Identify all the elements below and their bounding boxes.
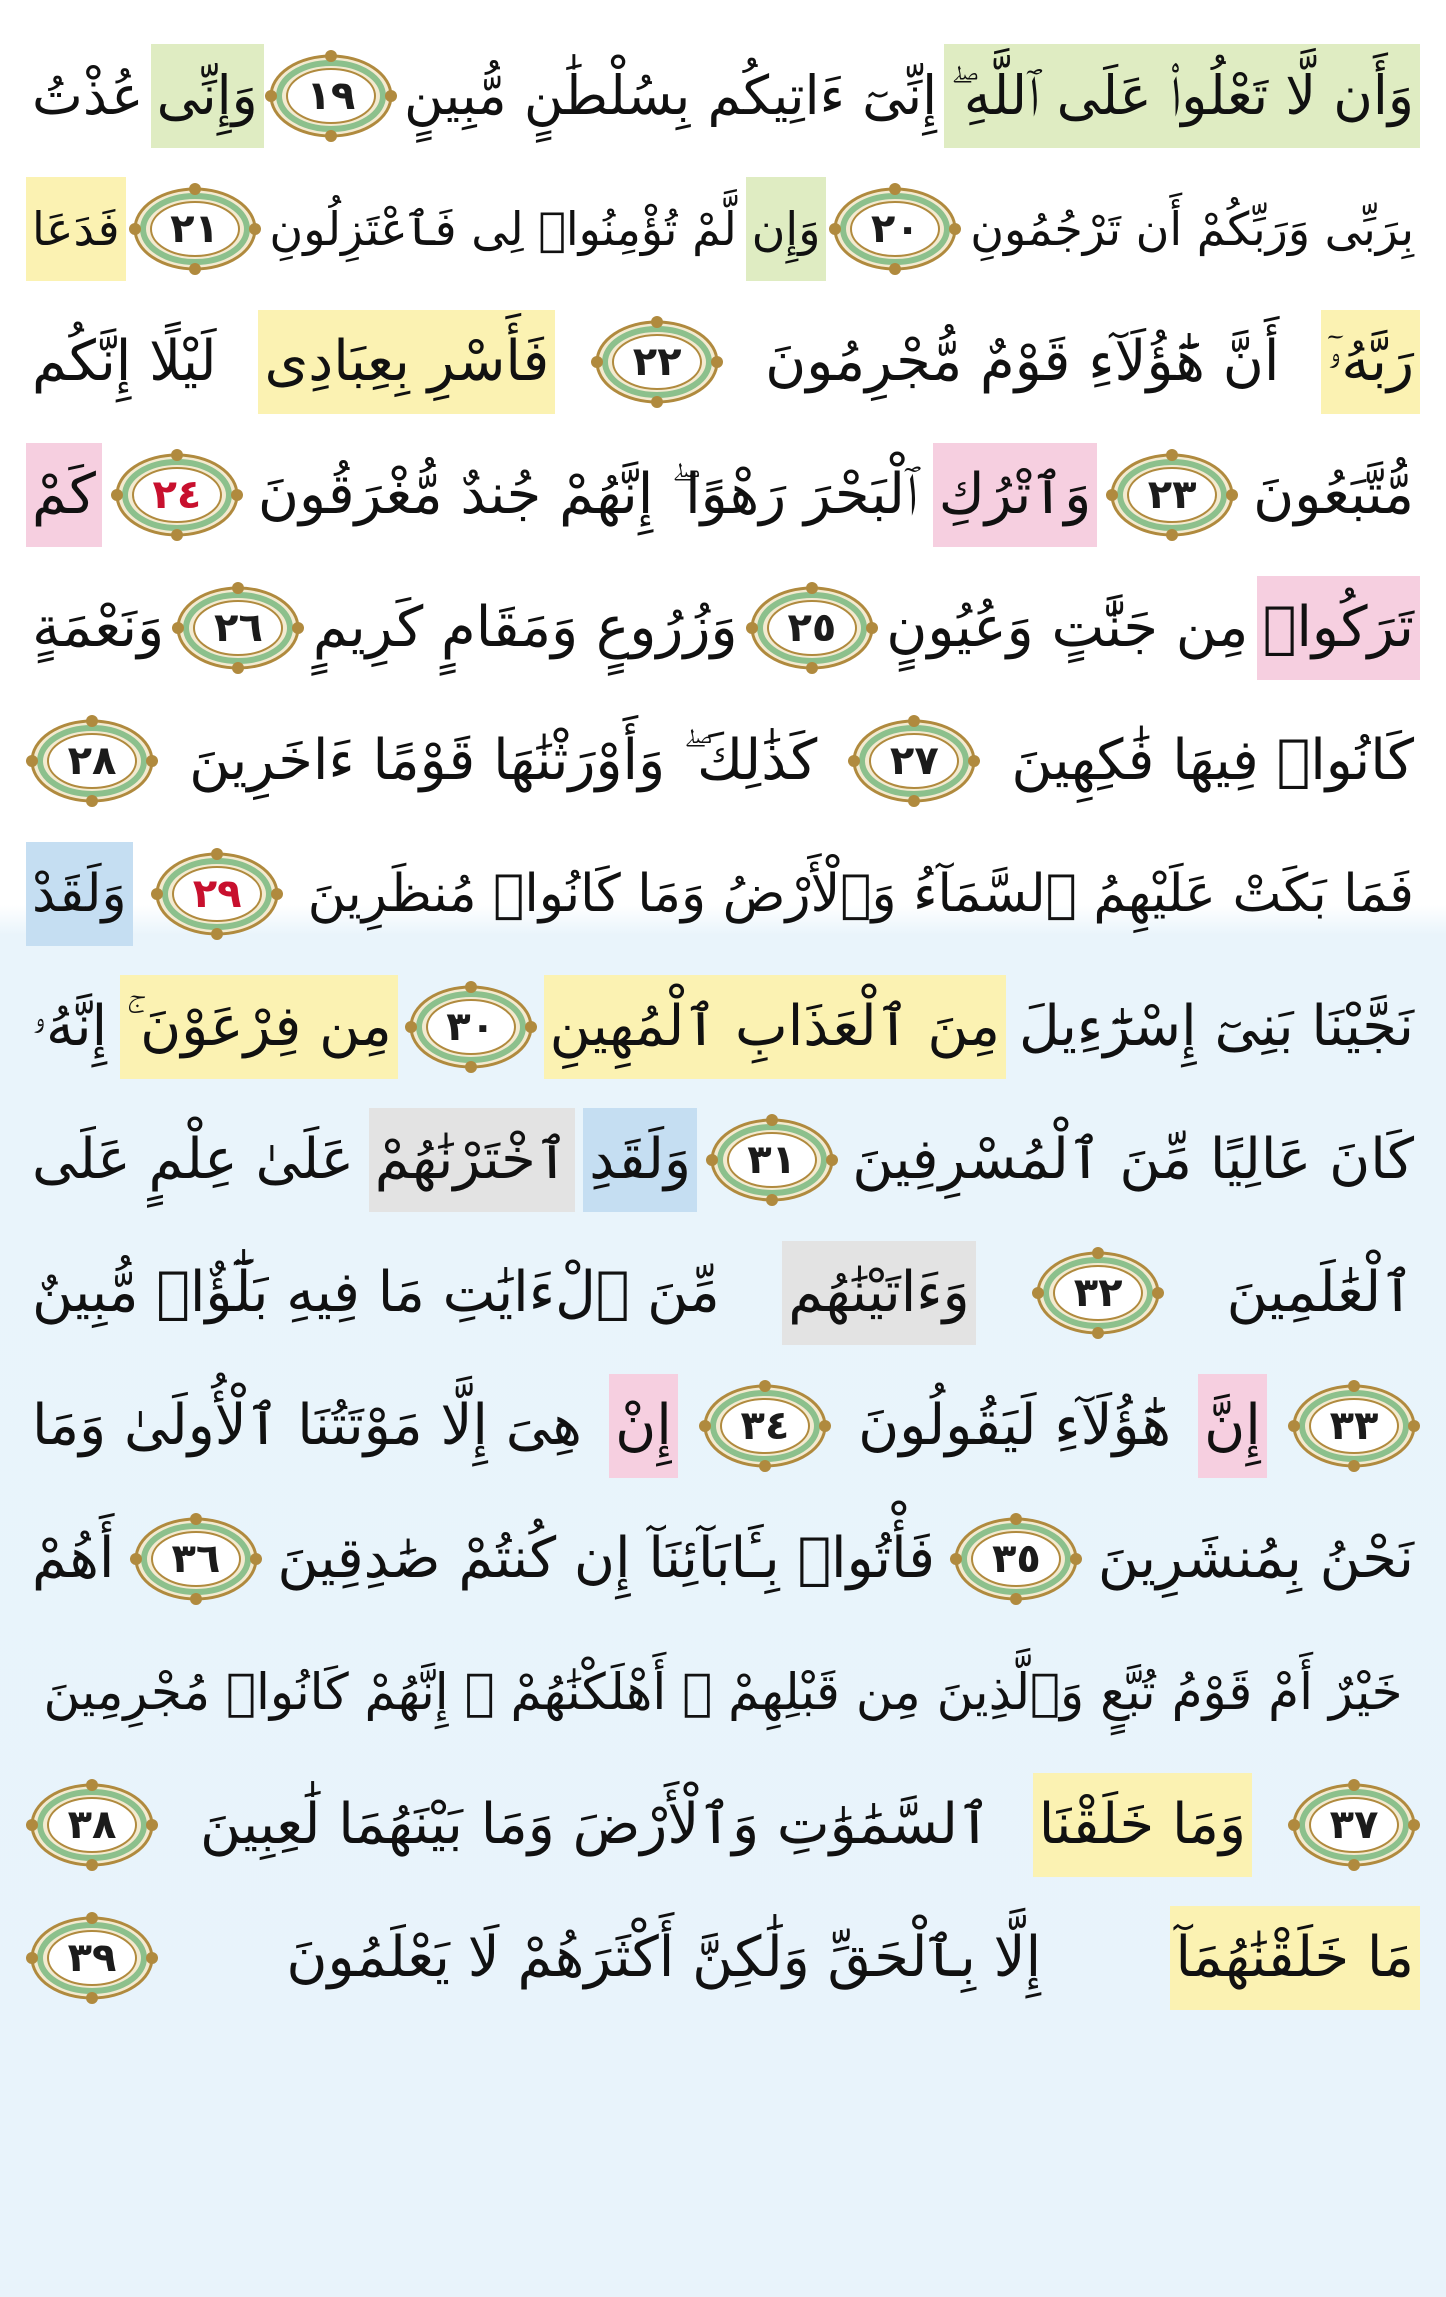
verse-line (26, 1493, 1420, 1625)
verse-text: عُذْتُ (32, 64, 144, 127)
verse-text: أَنَّ هَٰٓؤُلَآءِ قَوْمٌ مُّجْرِمُونَ (765, 329, 1280, 394)
highlighted-word[interactable]: وَإِنِّى (151, 44, 264, 148)
highlighted-word[interactable]: وَءَاتَيْنَٰهُم (782, 1241, 975, 1345)
verse-text: أَهُمْ (32, 1526, 115, 1591)
highlighted-word[interactable]: وَمَا خَلَقْنَا (1033, 1773, 1252, 1877)
ayah-number-marker (950, 1511, 1082, 1607)
verse-text: خَيْرٌ أَمْ قَوْمُ تُبَّعٍ وَٱلَّذِينَ مِن قَبْلِهِمْ ۚ أَهْلَكْنَٰهُمْ ۖ إِنَّهُمْ كَانُوا۟ مُجْرِمِينَ (43, 1663, 1403, 1721)
highlighted-word[interactable]: وَإِن (746, 177, 827, 281)
verse-text: هِىَ إِلَّا مَوْتَتُنَا ٱلْأُولَىٰ وَمَا (32, 1393, 582, 1458)
verse-line (26, 695, 1420, 827)
verse-line (26, 1094, 1420, 1226)
ayah-number: ٣٩ (67, 1935, 117, 1981)
ayah-number: ٣٢ (1073, 1270, 1123, 1316)
verse-text: كَانُوا۟ فِيهَا فَٰكِهِينَ (1011, 728, 1414, 793)
ayah-number-marker (1288, 1378, 1420, 1474)
ayah-number-marker (1288, 1777, 1420, 1873)
highlighted-word[interactable]: إِنْ (609, 1374, 678, 1478)
highlighted-word[interactable]: كَمْ (26, 443, 102, 547)
verse-text: وَنَعْمَةٍ (32, 595, 165, 660)
highlighted-word[interactable]: مِن فِرْعَوْنَ ۚ (120, 975, 398, 1079)
verse-line (26, 1759, 1420, 1891)
ayah-number: ٣٠ (446, 1004, 496, 1050)
highlighted-word[interactable]: مَا خَلَقْنَٰهُمَآ (1170, 1906, 1421, 2010)
ayah-number-marker (26, 1910, 158, 2006)
ayah-number-marker (1032, 1245, 1164, 1341)
verse-text: مِن جَنَّٰتٍ وَعُيُونٍ (886, 595, 1249, 660)
ayah-number: ٢٧ (889, 738, 939, 784)
verse-line (26, 163, 1420, 295)
ayah-number: ٢٥ (787, 605, 837, 651)
verse-text: فَمَا بَكَتْ عَلَيْهِمُ ٱلسَّمَآءُ وَٱلْأَرْضُ وَمَا كَانُوا۟ مُنظَرِينَ (307, 864, 1414, 924)
verse-text: كَانَ عَالِيًا مِّنَ ٱلْمُسْرِفِينَ (852, 1127, 1414, 1192)
highlighted-word[interactable]: وَأَن لَّا تَعْلُوا۟ عَلَى ٱللَّهِ ۖ (944, 44, 1420, 148)
verse-text: إِنَّهُۥ (32, 994, 108, 1059)
verse-text: لَيْلًا إِنَّكُم (32, 329, 217, 394)
ayah-number: ٣٥ (992, 1536, 1041, 1582)
ayah-number-marker (172, 580, 304, 676)
highlighted-word[interactable]: وَلَقَدِ (583, 1108, 697, 1212)
verse-line (26, 828, 1420, 960)
ayah-number: ٣٦ (171, 1536, 221, 1582)
verse-text: عَلَىٰ عِلْمٍ عَلَى (32, 1127, 355, 1192)
ayah-number: ٢٤ (152, 472, 202, 518)
highlighted-word[interactable]: وَلَقَدْ (26, 842, 133, 946)
verse-line (26, 30, 1420, 162)
highlighted-word[interactable]: تَرَكُوا۟ (1257, 576, 1420, 680)
ayah-number: ٣١ (747, 1137, 797, 1183)
verse-text: إِنِّىٓ ءَاتِيكُم بِسُلْطَٰنٍ مُّبِينٍ (404, 64, 938, 127)
ayah-number-marker (129, 181, 261, 277)
verse-text: مِّنَ ٱلْءَايَٰتِ مَا فِيهِ بَلَٰٓؤٌا۟ مُّبِينٌ (32, 1260, 720, 1325)
highlighted-word[interactable]: ٱخْتَرْنَٰهُمْ (369, 1108, 575, 1212)
ayah-number: ٢٣ (1147, 472, 1197, 518)
verse-text: وَزُرُوعٍ وَمَقَامٍ كَرِيمٍ (312, 595, 738, 660)
verse-text: بِرَبِّى وَرَبِّكُمْ أَن تَرْجُمُونِ (970, 202, 1414, 256)
ayah-number-marker (111, 447, 243, 543)
verse-text: ٱلْعَٰلَمِينَ (1226, 1260, 1414, 1325)
verse-line (26, 961, 1420, 1093)
ayah-number-marker (265, 48, 397, 144)
ayah-number-marker (130, 1511, 262, 1607)
verse-text: فَأْتُوا۟ بِـَٔابَآئِنَآ إِن كُنتُمْ صَٰدِقِينَ (277, 1526, 935, 1591)
ayah-number-marker (405, 979, 537, 1075)
ayah-number-marker (746, 580, 878, 676)
ayah-number-marker (26, 713, 158, 809)
ayah-number: ٣٨ (67, 1802, 117, 1848)
ayah-number: ٢١ (170, 206, 219, 252)
highlighted-word[interactable]: فَدَعَا (26, 177, 126, 281)
ayah-number-marker (829, 181, 961, 277)
ayah-number: ٢٨ (67, 738, 117, 784)
verse-line (26, 1360, 1420, 1492)
ayah-number: ٣٤ (740, 1403, 790, 1449)
ayah-number: ٣٣ (1329, 1403, 1379, 1449)
verse-line (26, 1227, 1420, 1359)
ayah-number: ٢٢ (632, 339, 682, 385)
ayah-number-marker (151, 846, 283, 942)
highlighted-word[interactable]: فَأَسْرِ بِعِبَادِى (258, 310, 555, 414)
verse-line (26, 1626, 1420, 1758)
ayah-number: ٢٠ (870, 206, 920, 252)
highlighted-word[interactable]: إِنَّ (1198, 1374, 1267, 1478)
ayah-number-marker (1106, 447, 1238, 543)
verse-text: نَجَّيْنَا بَنِىٓ إِسْرَٰٓءِيلَ (1018, 994, 1414, 1059)
ayah-number-marker (591, 314, 723, 410)
ayah-number: ٢٦ (214, 605, 263, 651)
verse-line (26, 429, 1420, 561)
verse-text: ٱلسَّمَٰوَٰتِ وَٱلْأَرْضَ وَمَا بَيْنَهُمَا لَٰعِبِينَ (199, 1792, 991, 1857)
highlighted-word[interactable]: وَٱتْرُكِ (933, 443, 1098, 547)
ayah-number: ٣٧ (1329, 1802, 1379, 1848)
ayah-number: ١٩ (306, 73, 356, 119)
ayah-number-marker (699, 1378, 831, 1474)
verse-text: كَذَٰلِكَ ۖ وَأَوْرَثْنَٰهَا قَوْمًا ءَاخَرِينَ (189, 728, 818, 793)
verse-line (26, 562, 1420, 694)
highlighted-word[interactable]: رَبَّهُۥٓ (1321, 310, 1420, 414)
verse-text: لَّمْ تُؤْمِنُوا۟ لِى فَٱعْتَزِلُونِ (269, 202, 737, 256)
ayah-number-marker (26, 1777, 158, 1873)
verse-text: إِلَّا بِٱلْحَقِّ وَلَٰكِنَّ أَكْثَرَهُمْ لَا يَعْلَمُونَ (286, 1925, 1042, 1990)
ayah-number: ٢٩ (192, 871, 242, 917)
verse-text: مُّتَّبَعُونَ (1253, 462, 1414, 527)
verse-line (26, 296, 1420, 428)
verse-text: نَحْنُ بِمُنشَرِينَ (1097, 1526, 1414, 1591)
verse-line (26, 1892, 1420, 2024)
verse-text: ٱلْبَحْرَ رَهْوًا ۖ إِنَّهُمْ جُندٌ مُّغْرَقُونَ (257, 462, 918, 527)
ayah-number-marker (848, 713, 980, 809)
highlighted-word[interactable]: مِنَ ٱلْعَذَابِ ٱلْمُهِينِ (544, 975, 1006, 1079)
ayah-number-marker (706, 1112, 838, 1208)
verse-text: هَٰٓؤُلَآءِ لَيَقُولُونَ (858, 1393, 1171, 1458)
